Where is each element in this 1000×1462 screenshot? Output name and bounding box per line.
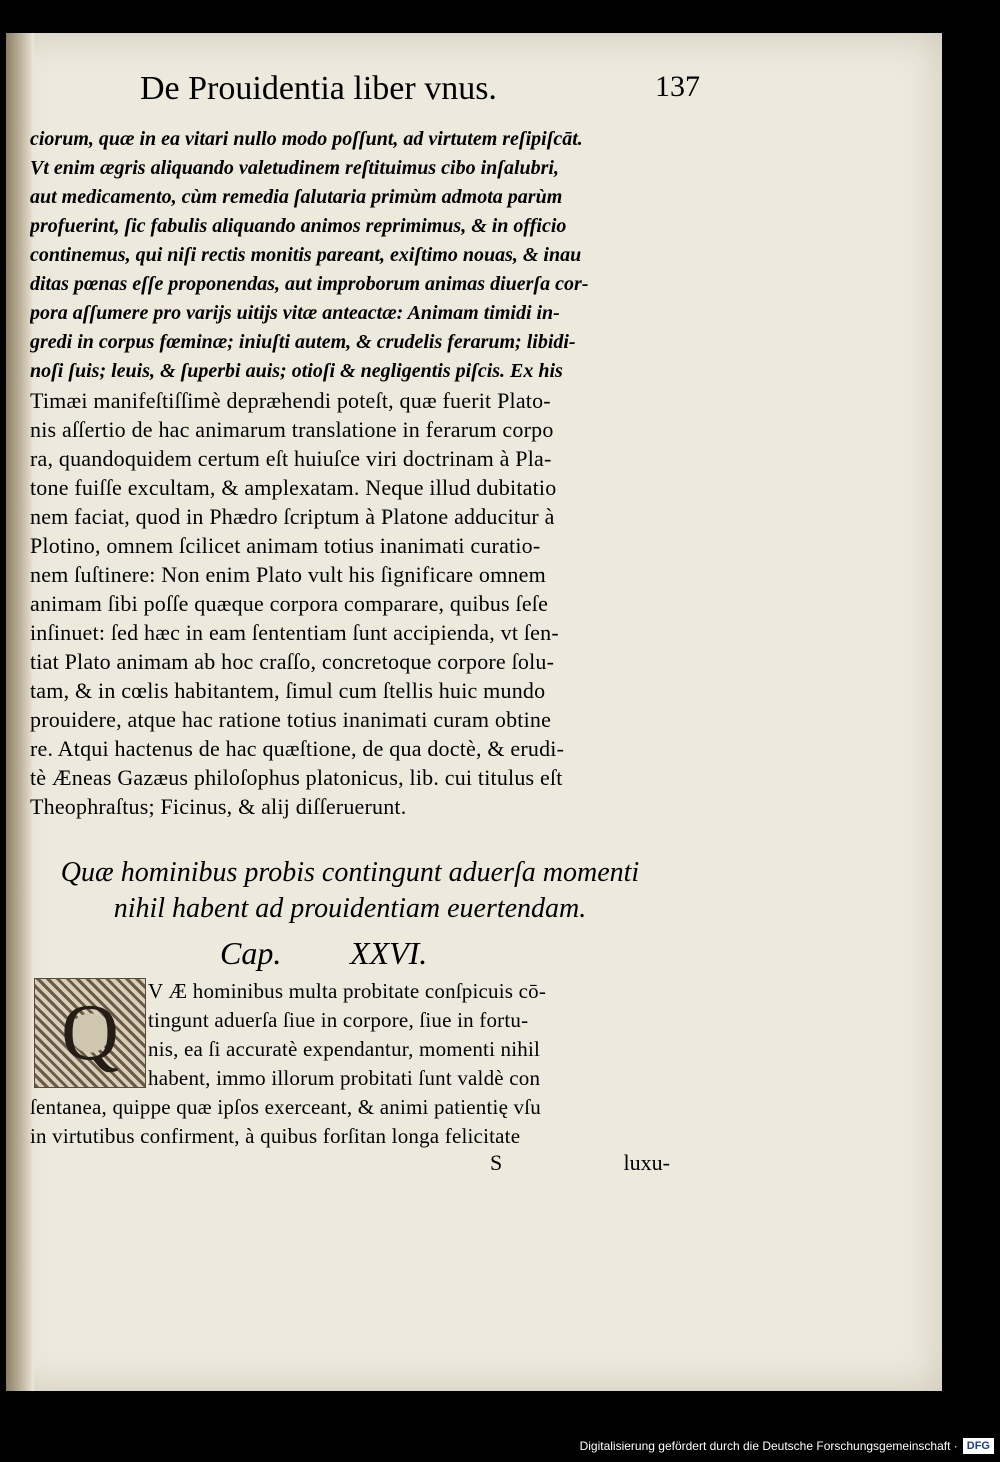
- dfg-logo-icon: DFG: [963, 1438, 994, 1454]
- heading-line: nihil habent ad prouidentiam euertendam.: [113, 893, 587, 924]
- footer-credit: Digitalisierung gefördert durch die Deutsche Forschungsgemeinschaft ·: [579, 1439, 958, 1453]
- text-line: inſinuet: ſed hæc in eam ſententiam ſunt accipienda, vt ſen-: [30, 620, 559, 645]
- body-text: [30, 125, 700, 821]
- chapter-text-line: tingunt aduerſa ſiue in corpore, ſiue in fortu-: [148, 1008, 529, 1032]
- chapter-text-line: habent, immo illorum probitati ſunt valdè con: [148, 1066, 541, 1090]
- cap-label: Cap.: [220, 935, 282, 971]
- text-line: continemus, qui niſi rectis monitis pareant, exiſtimo nouas, & inau: [30, 244, 582, 266]
- signature-line: [490, 1150, 670, 1180]
- text-line: tè Æneas Gazæus philoſophus platonicus, lib. cui titulus eſt: [30, 765, 563, 790]
- text-line: tam, & in cœlis habitantem, ſimul cum ſtellis huic mundo: [30, 678, 546, 703]
- text-line: animam ſibi poſſe quæque corpora comparare, quibus ſeſe: [30, 591, 549, 616]
- initial-letter: Q: [61, 989, 119, 1077]
- text-line: aut medicamento, cùm remedia ſalutaria primùm admota parùm: [30, 186, 563, 208]
- cap-numeral: XXVI.: [350, 935, 428, 971]
- chapter-heading: [30, 855, 670, 927]
- text-line: ra, quandoquidem certum eſt huiuſce viri doctrinam à Pla-: [30, 446, 552, 471]
- digitization-footer: [580, 1436, 994, 1456]
- text-line: noſi ſuis; leuis, & ſuperbi auis; otioſi & negligentis piſcis. Ex his: [30, 360, 563, 382]
- text-line: tone fuiſſe excultam, & amplexatam. Neque illud dubitatio: [30, 475, 557, 500]
- text-line: Plotino, omnem ſcilicet animam totius inanimati curatio-: [30, 533, 541, 558]
- catchword: luxu-: [623, 1150, 670, 1175]
- chapter-text-line: ſentanea, quippe quæ ipſos exerceant, & animi patientię vſu: [30, 1095, 541, 1119]
- text-line: Vt enim ægris aliquando valetudinem reſtituimus cibo inſalubri,: [30, 157, 559, 179]
- chapter-number: [220, 935, 540, 975]
- chapter-text-line: V Æ hominibus multa probitate conſpicuis cō-: [148, 979, 547, 1003]
- text-line: nis aſſertio de hac animarum translatione in ferarum corpo: [30, 417, 554, 442]
- text-line: ditas pœnas eſſe proponendas, aut improborum animas diuerſa cor-: [30, 273, 589, 295]
- text-line: tiat Plato animam ab hoc craſſo, concretoque corpore ſolu-: [30, 649, 555, 674]
- text-line: prouidere, atque hac ratione totius inanimati curam obtine: [30, 707, 552, 732]
- chapter-text-line: nis, ea ſi accuratè expendantur, momenti nihil: [148, 1037, 541, 1061]
- chapter-text: [30, 977, 670, 1151]
- text-line: gredi in corpus fœminæ; iniuſti autem, & crudelis ferarum; libidi-: [30, 331, 576, 353]
- chapter-text-line: in virtutibus confirment, à quibus forſitan longa felicitate: [30, 1124, 521, 1148]
- text-line: ciorum, quæ in ea vitari nullo modo poſſunt, ad virtutem reſipiſcāt.: [30, 128, 583, 150]
- text-line: Theophraſtus; Ficinus, & alij diſſeruerunt.: [30, 794, 407, 819]
- page-number: 137: [655, 70, 700, 103]
- text-line: pora aſſumere pro varijs uitijs vitæ anteactæ: Animam timidi in-: [30, 302, 560, 324]
- text-line: nem ſuſtinere: Non enim Plato vult his ſignificare omnem: [30, 562, 546, 587]
- heading-line: Quæ hominibus probis contingunt aduerſa momenti: [60, 857, 640, 888]
- running-head: [140, 70, 700, 110]
- text-line: profuerint, ſic fabulis aliquando animos reprimimus, & in officio: [30, 215, 567, 237]
- text-line: re. Atqui hactenus de hac quæſtione, de qua doctè, & erudi-: [30, 736, 565, 761]
- signature-mark: S: [490, 1150, 503, 1175]
- text-line: nem faciat, quod in Phædro ſcriptum à Platone adducitur à: [30, 504, 555, 529]
- text-line: Timæi manifeſtiſſimè depræhendi poteſt, quæ fuerit Plato-: [30, 388, 551, 413]
- running-head-title: De Prouidentia liber vnus.: [140, 70, 497, 107]
